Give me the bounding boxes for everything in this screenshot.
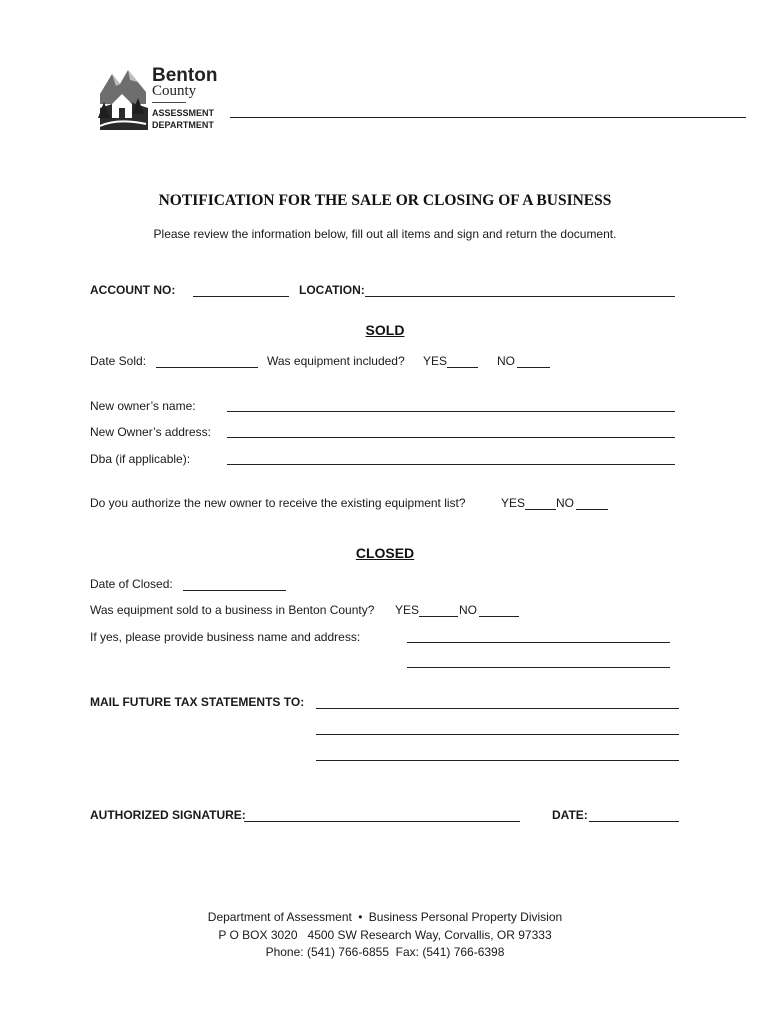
date-closed-field[interactable] (183, 590, 286, 591)
signature-date-field[interactable] (589, 821, 679, 822)
logo-name-line1: Benton (152, 65, 218, 86)
authorize-no-field[interactable] (576, 509, 608, 510)
equipment-sold-no-label: NO (459, 603, 477, 617)
location-label: LOCATION: (299, 283, 365, 297)
county-logo (98, 64, 238, 134)
date-closed-label: Date of Closed: (90, 577, 173, 591)
authorize-yes-field[interactable] (525, 509, 556, 510)
location-field[interactable] (365, 296, 675, 297)
sold-heading: SOLD (365, 322, 405, 338)
mail-tax-statements-label: MAIL FUTURE TAX STATEMENTS TO: (90, 695, 305, 709)
footer-department: Department of Assessment (207, 910, 352, 924)
equipment-sold-yes-label: YES (395, 603, 420, 617)
logo-dept-line1: ASSESSMENT (152, 108, 215, 118)
business-address-field[interactable] (407, 667, 670, 668)
equipment-included-yes-field[interactable] (447, 367, 478, 368)
footer-line-1 (0, 910, 770, 924)
logo-dept-line2: DEPARTMENT (152, 120, 214, 130)
date-label: DATE: (552, 808, 588, 822)
footer-division: Business Personal Property Division (368, 910, 563, 924)
new-owner-address-label: New Owner’s address: (90, 425, 211, 439)
date-sold-field[interactable] (156, 367, 258, 368)
equipment-included-no-label: NO (497, 354, 515, 368)
new-owner-name-label: New owner’s name: (90, 399, 196, 413)
logo-divider (152, 102, 186, 103)
authorize-no-label: NO (556, 496, 574, 510)
footer-address: P O BOX 3020 4500 SW Research Way, Corvallis, OR 97333 (218, 928, 552, 942)
mail-address-line-3[interactable] (316, 760, 679, 761)
page-title: NOTIFICATION FOR THE SALE OR CLOSING OF A BUSINESS (158, 192, 612, 209)
equipment-included-label: Was equipment included? (267, 354, 405, 368)
equipment-sold-yes-field[interactable] (419, 616, 458, 617)
closed-heading: CLOSED (355, 545, 415, 561)
footer-bullet: • (358, 910, 363, 924)
dba-label: Dba (if applicable): (90, 452, 191, 466)
logo-name-line2: County (152, 83, 197, 99)
header-rule (230, 117, 746, 118)
mail-address-line-1[interactable] (316, 708, 679, 709)
date-sold-label: Date Sold: (90, 354, 147, 368)
county-logo-icon (98, 64, 150, 132)
equipment-sold-no-field[interactable] (479, 616, 519, 617)
authorized-signature-field[interactable] (244, 821, 520, 822)
instructions-text: Please review the information below, fill out all items and sign and return the document. (153, 227, 617, 241)
authorize-equipment-list-label: Do you authorize the new owner to receive the existing equipment list? (90, 496, 466, 510)
new-owner-address-field[interactable] (227, 437, 675, 438)
business-name-field[interactable] (407, 642, 670, 643)
account-no-label: ACCOUNT NO: (90, 283, 176, 297)
dba-field[interactable] (227, 464, 675, 465)
authorize-yes-label: YES (501, 496, 526, 510)
account-no-field[interactable] (193, 296, 289, 297)
new-owner-name-field[interactable] (227, 411, 675, 412)
if-yes-business-label: If yes, please provide business name and address: (90, 630, 361, 644)
authorized-signature-label: AUTHORIZED SIGNATURE: (90, 808, 246, 822)
mail-address-line-2[interactable] (316, 734, 679, 735)
footer-phone: Phone: (541) 766-6855 Fax: (541) 766-6398 (265, 945, 505, 959)
equipment-sold-label: Was equipment sold to a business in Benton County? (90, 603, 375, 617)
equipment-included-yes-label: YES (423, 354, 448, 368)
equipment-included-no-field[interactable] (517, 367, 550, 368)
